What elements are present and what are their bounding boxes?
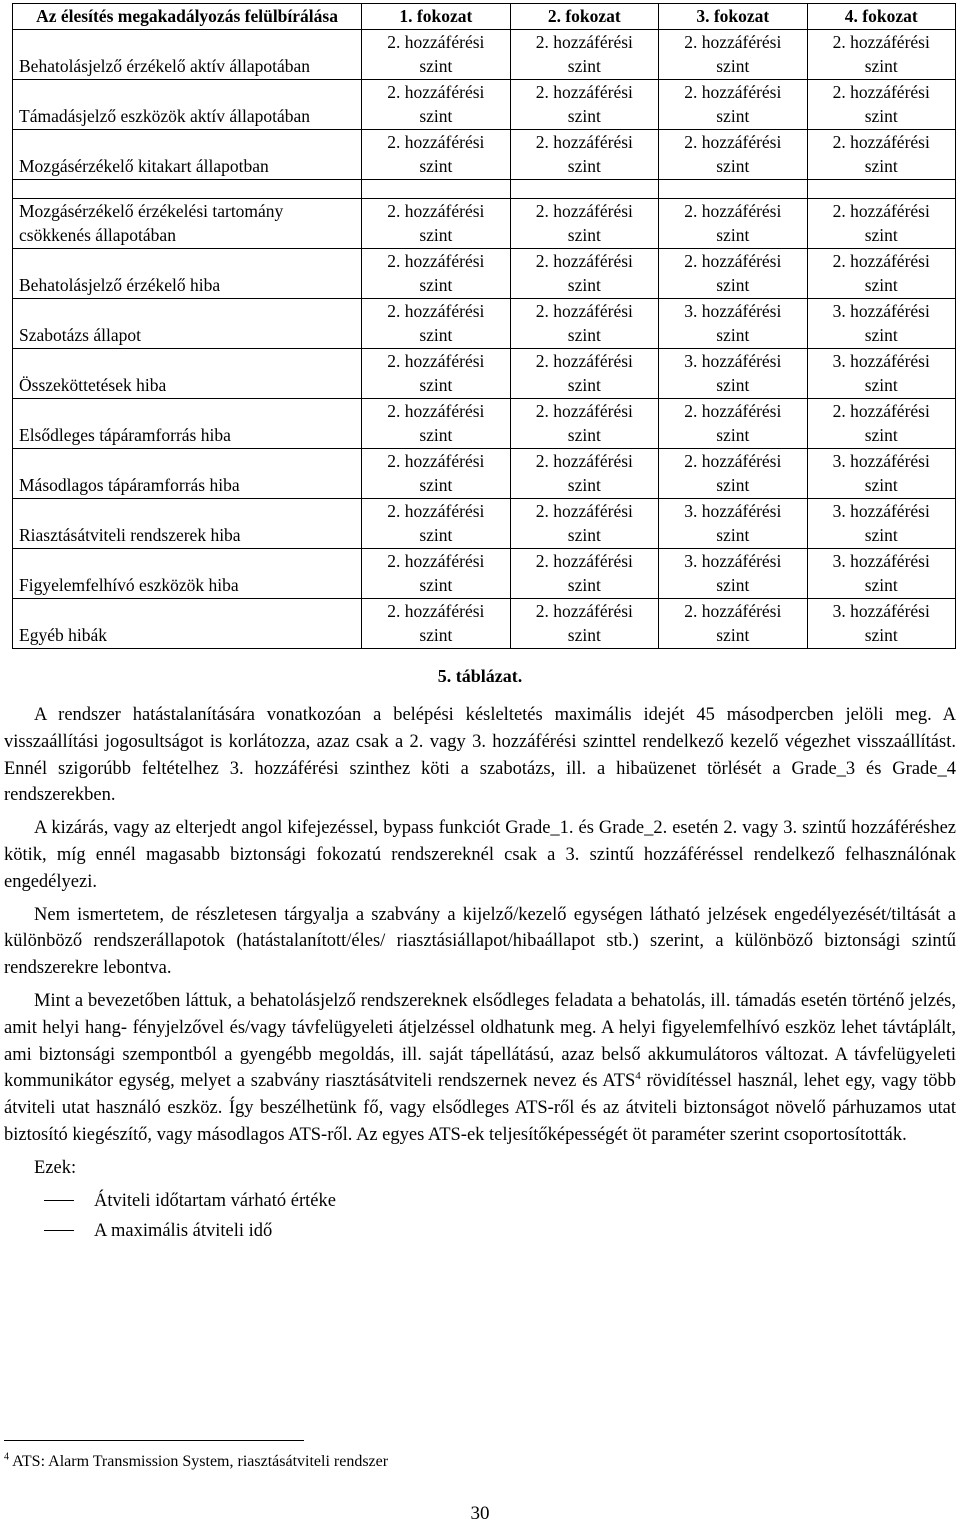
- level-cell: 3. hozzáférési szint: [807, 498, 955, 548]
- access-level-table-container: [12, 3, 956, 649]
- level-cell: 2. hozzáférési szint: [510, 398, 658, 448]
- level-cell: 2. hozzáférési szint: [362, 548, 510, 598]
- table-row: [13, 448, 956, 498]
- level-cell: 3. hozzáférési szint: [807, 598, 955, 648]
- level-cell: 2. hozzáférési szint: [510, 29, 658, 79]
- table-row: [13, 598, 956, 648]
- table-header-row: [13, 4, 956, 30]
- level-cell: 3. hozzáférési szint: [659, 348, 807, 398]
- level-cell: 3. hozzáférési szint: [659, 298, 807, 348]
- level-cell: 3. hozzáférési szint: [807, 298, 955, 348]
- condition-cell: Behatolásjelző érzékelő aktív állapotában: [13, 29, 362, 79]
- header-grade-3: 3. fokozat: [659, 4, 807, 30]
- level-cell: 2. hozzáférési szint: [659, 448, 807, 498]
- table-row: [13, 348, 956, 398]
- level-cell: 2. hozzáférési szint: [362, 79, 510, 129]
- level-cell: 2. hozzáférési szint: [362, 348, 510, 398]
- level-cell: 2. hozzáférési szint: [807, 398, 955, 448]
- table-spacer-row: [13, 179, 956, 198]
- level-cell: 2. hozzáférési szint: [362, 29, 510, 79]
- condition-cell: Mozgásérzékelő kitakart állapotban: [13, 129, 362, 179]
- level-cell: 3. hozzáférési szint: [807, 448, 955, 498]
- condition-cell: Mozgásérzékelő érzékelési tartomány csökkenés állapotában: [13, 198, 362, 248]
- table-row: [13, 548, 956, 598]
- level-cell: 2. hozzáférési szint: [362, 198, 510, 248]
- level-cell: 2. hozzáférési szint: [510, 79, 658, 129]
- table-row: [13, 198, 956, 248]
- level-cell: 3. hozzáférési szint: [807, 348, 955, 398]
- table-row: [13, 398, 956, 448]
- header-title: Az élesítés megakadályozás felülbírálása: [13, 4, 362, 30]
- paragraph: Nem ismertetem, de részletesen tárgyalja a szabvány a kijelző/kezelő egységen látható jelzések engedélyezését/tiltását a különböző rendszerállapotok (hatástalanított/éles/ riasztásiállapot/hibaállapot stb.) szerint, a különböző biztonsági szintű rendszerekre lebontva.: [4, 904, 956, 979]
- level-cell: 2. hozzáférési szint: [362, 498, 510, 548]
- level-cell: 2. hozzáférési szint: [659, 129, 807, 179]
- table-caption: 5. táblázat.: [437, 666, 523, 686]
- level-cell: 3. hozzáférési szint: [659, 498, 807, 548]
- level-cell: 2. hozzáférési szint: [510, 448, 658, 498]
- level-cell: 2. hozzáférési szint: [659, 248, 807, 298]
- table-row: [13, 129, 956, 179]
- condition-cell: Egyéb hibák: [13, 598, 362, 648]
- level-cell: 2. hozzáférési szint: [807, 129, 955, 179]
- table-row: [13, 79, 956, 129]
- level-cell: 2. hozzáférési szint: [510, 598, 658, 648]
- level-cell: 2. hozzáférési szint: [659, 198, 807, 248]
- level-cell: 2. hozzáférési szint: [362, 129, 510, 179]
- condition-cell: Másodlagos tápáramforrás hiba: [13, 448, 362, 498]
- level-cell: 2. hozzáférési szint: [659, 598, 807, 648]
- level-cell: 2. hozzáférési szint: [659, 398, 807, 448]
- level-cell: 2. hozzáférési szint: [510, 248, 658, 298]
- table-row: [13, 498, 956, 548]
- dash-list: [4, 1188, 956, 1248]
- level-cell: 2. hozzáférési szint: [362, 448, 510, 498]
- level-cell: 2. hozzáférési szint: [807, 198, 955, 248]
- level-cell: 3. hozzáférési szint: [807, 548, 955, 598]
- condition-cell: Figyelemfelhívó eszközök hiba: [13, 548, 362, 598]
- dash-bullet-icon: [44, 1200, 74, 1201]
- condition-cell: Szabotázs állapot: [13, 298, 362, 348]
- level-cell: 2. hozzáférési szint: [510, 498, 658, 548]
- dash-bullet-icon: [44, 1230, 74, 1231]
- level-cell: 2. hozzáférési szint: [807, 29, 955, 79]
- footnote-separator: [4, 1440, 304, 1441]
- footnote: $^4$ ATS: Alarm Transmission System, riasztásátviteli rendszer: [4, 1451, 389, 1470]
- header-grade-2: 2. fokozat: [510, 4, 658, 30]
- level-cell: 2. hozzáférési szint: [510, 198, 658, 248]
- level-cell: 2. hozzáférési szint: [362, 298, 510, 348]
- level-cell: 2. hozzáférési szint: [362, 248, 510, 298]
- page-number: 30: [470, 1503, 490, 1524]
- header-grade-4: 4. fokozat: [807, 4, 955, 30]
- list-item: Átviteli időtartam várható értéke: [44, 1188, 956, 1218]
- level-cell: 2. hozzáférési szint: [807, 248, 955, 298]
- paragraph: A kizárás, vagy az elterjedt angol kifejezéssel, bypass funkciót Grade_1. és Grade_2. esetén 2. vagy 3. szintű hozzáféréshez kötik, míg ennél magasabb biztonsági fokozatú rendszereknél csak a 3. szintű hozzáféréssel rendelkező felhasználónak engedélyezi.: [4, 818, 956, 892]
- level-cell: 2. hozzáférési szint: [659, 29, 807, 79]
- level-cell: 2. hozzáférési szint: [659, 79, 807, 129]
- level-cell: 2. hozzáférési szint: [510, 348, 658, 398]
- level-cell: 2. hozzáférési szint: [510, 548, 658, 598]
- condition-cell: Riasztásátviteli rendszerek hiba: [13, 498, 362, 548]
- condition-cell: Behatolásjelző érzékelő hiba: [13, 248, 362, 298]
- level-cell: 2. hozzáférési szint: [510, 129, 658, 179]
- footnote-marker: 4: [4, 1451, 9, 1463]
- condition-cell: Összeköttetések hiba: [13, 348, 362, 398]
- header-grade-1: 1. fokozat: [362, 4, 510, 30]
- level-cell: 2. hozzáférési szint: [362, 598, 510, 648]
- level-cell: 2. hozzáférési szint: [807, 79, 955, 129]
- level-cell: 3. hozzáférési szint: [659, 548, 807, 598]
- access-level-table: [12, 3, 956, 649]
- table-row: [13, 298, 956, 348]
- table-row: [13, 248, 956, 298]
- paragraph: Mint a bevezetőben láttuk, a behatolásjelző rendszereknek elsődleges feladata a behatolás, ill. támadás esetén történő jelzés, amit helyi hang- fényjelzővel és/vagy távfelügyeleti átjelzéssel oldhatunk meg. A helyi figyelemfelhívó eszköz lehet távtáplált, ami biztonsági szempontból a gyengébb megoldás, ill. saját tápellátású, azaz belső akkumulátoros változat. A távfelügyeleti kommunikátor egység, melyet a szabvány riasztásátviteli rendszernek nevez és ATS$^4$ rövidítéssel használ, lehet egy, vagy több átviteli utat használó eszköz. Így beszélhetünk fő, vagy elsődleges ATS-ről és az átviteli biztonságot növelő párhuzamos utat biztosító kiegészítő, vagy másodlagos ATS-ről. Az egyes ATS-ek teljesítőképességét öt paraméter szerint csoportosították.: [4, 990, 956, 1145]
- footnote-reference[interactable]: 4: [635, 1070, 641, 1083]
- level-cell: 2. hozzáférési szint: [362, 398, 510, 448]
- body-text: [4, 702, 956, 1248]
- list-intro: Ezek:: [34, 1157, 77, 1178]
- table-row: [13, 29, 956, 79]
- list-item: A maximális átviteli idő: [44, 1218, 956, 1248]
- level-cell: 2. hozzáférési szint: [510, 298, 658, 348]
- condition-cell: Támadásjelző eszközök aktív állapotában: [13, 79, 362, 129]
- condition-cell: Elsődleges tápáramforrás hiba: [13, 398, 362, 448]
- paragraph: A rendszer hatástalanítására vonatkozóan a belépési késleltetés maximális idejét 45 másodpercben jelöli meg. A visszaállítási jogosultságot is korlátozza, azaz csak a 2. vagy 3. hozzáférési szinttel rendelkező kezelő végezhet visszaállítást. Ennél szigorúbb feltételhez 3. hozzáférési szinthez köti a szabotázs, ill. a hibaüzenet törlését a Grade_3 és Grade_4 rendszerekben.: [4, 705, 956, 806]
